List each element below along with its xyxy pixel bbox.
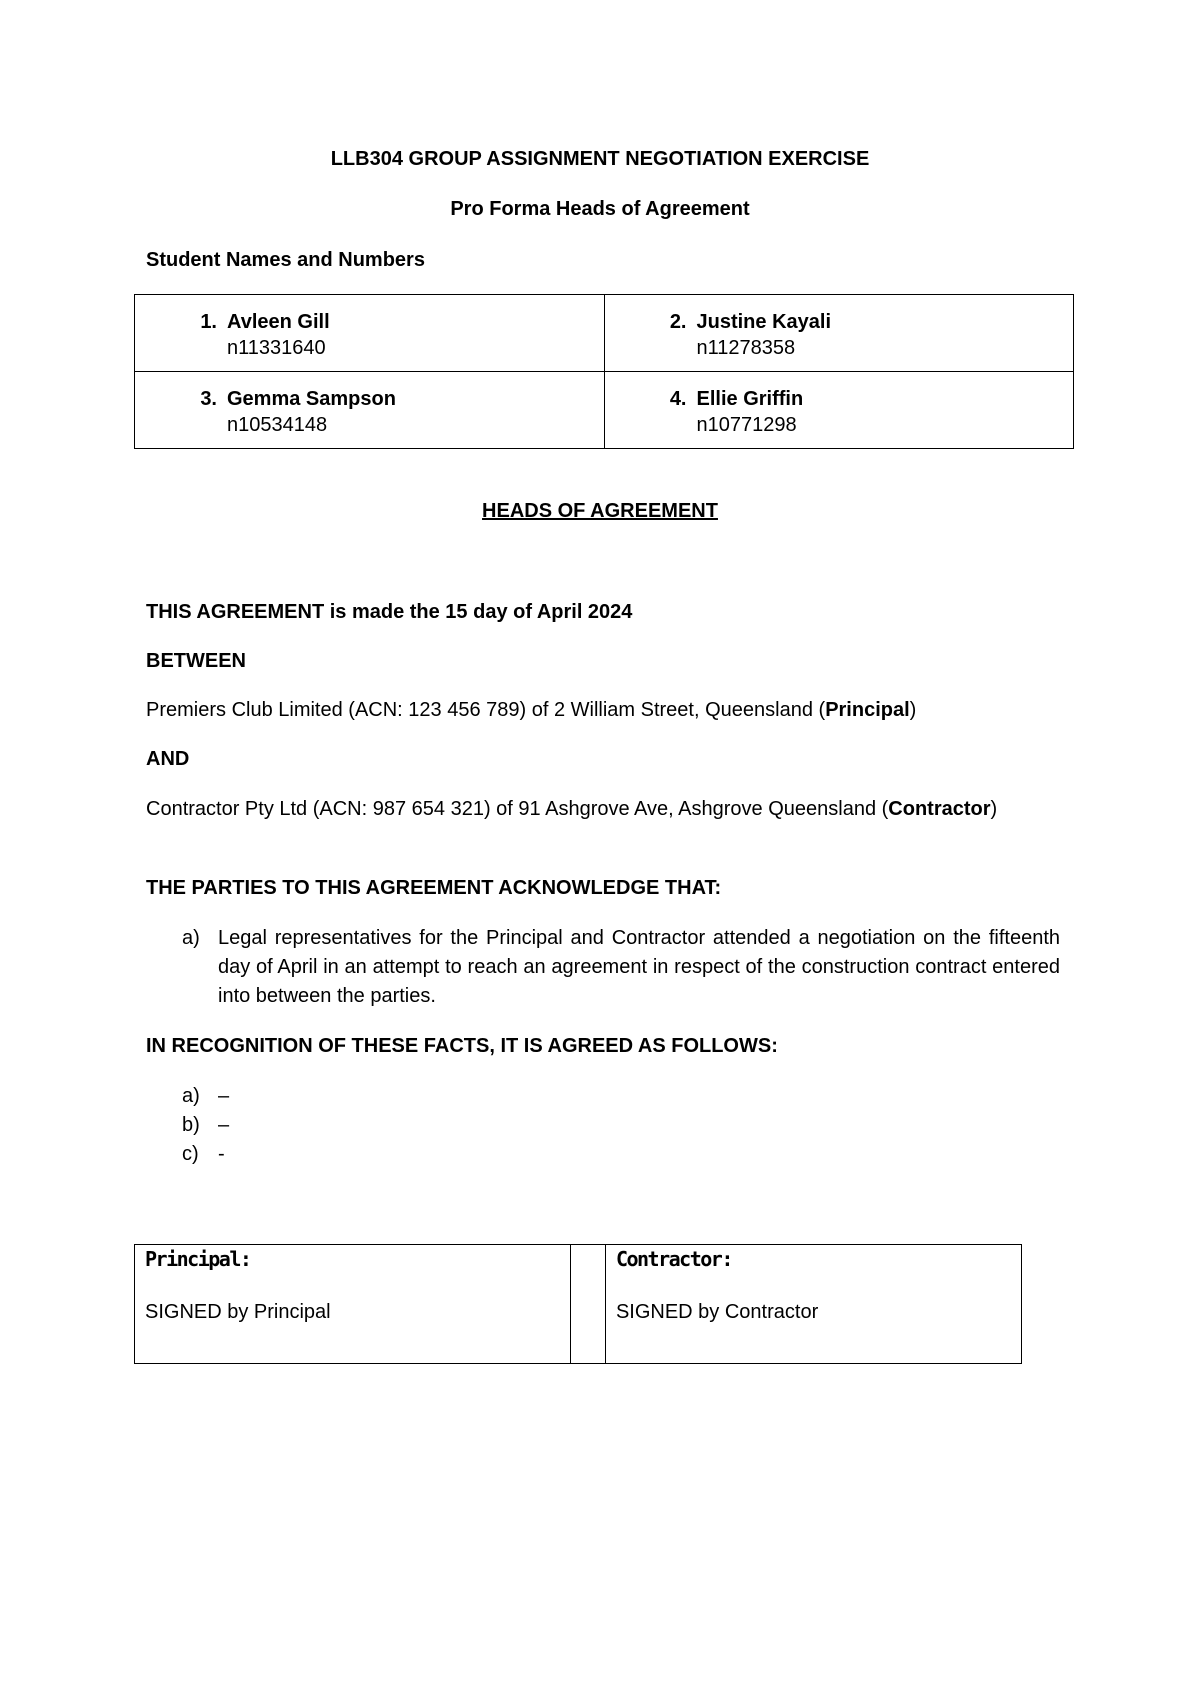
between-label: BETWEEN (146, 650, 246, 672)
and-label: AND (146, 748, 190, 770)
student-id: n11278358 (696, 337, 796, 359)
signature-spacer-cell (571, 1245, 606, 1364)
principal-party-defined-term: Principal (825, 699, 910, 721)
recognition-heading: IN RECOGNITION OF THESE FACTS, IT IS AGREED AS FOLLOWS: (146, 1035, 778, 1057)
student-cell (604, 295, 1074, 372)
contractor-signed-text: SIGNED by Contractor (615, 1301, 819, 1323)
student-cell (135, 372, 605, 449)
list-item-text: – (218, 1114, 230, 1136)
principal-party (146, 696, 1060, 725)
student-name: Avleen Gill (227, 311, 330, 333)
student-cell (135, 295, 605, 372)
principal-party-close: ) (909, 699, 917, 721)
students-table (134, 294, 1074, 449)
student-name: Justine Kayali (696, 311, 832, 333)
student-number: 1. (200, 311, 217, 333)
agreement-heading: HEADS OF AGREEMENT (482, 500, 718, 522)
list-marker: c) (182, 1143, 199, 1165)
student-cell (604, 372, 1074, 449)
signature-table (134, 1244, 1022, 1364)
contractor-party-close: ) (990, 798, 998, 820)
student-name: Gemma Sampson (227, 388, 396, 410)
contractor-party-defined-term: Contractor (888, 798, 991, 820)
agreement-date-line: THIS AGREEMENT is made the 15 day of April 2024 (146, 601, 633, 623)
list-item-text: Legal representatives for the Principal and Contractor attended a negotiation on the fifteenth day of April in an attempt to reach an agreement in respect of the construction contract entered into between the parties. (218, 927, 1060, 1007)
principal-signed-text: SIGNED by Principal (145, 1301, 331, 1323)
list-marker: a) (182, 927, 200, 949)
contractor-party-text: Contractor Pty Ltd (ACN: 987 654 321) of 91 Ashgrove Ave, Ashgrove Queensland ( (146, 798, 889, 820)
student-id: n11331640 (227, 337, 326, 359)
student-id: n10771298 (696, 414, 797, 436)
acknowledge-heading: THE PARTIES TO THIS AGREEMENT ACKNOWLEDGE THAT: (146, 877, 722, 899)
document-title: LLB304 GROUP ASSIGNMENT NEGOTIATION EXERCISE (330, 148, 870, 170)
document-subtitle: Pro Forma Heads of Agreement (450, 198, 750, 220)
contractor-party (146, 795, 1060, 824)
student-number: 2. (669, 311, 687, 333)
student-number: 4. (669, 388, 687, 410)
list-item-text: – (218, 1085, 230, 1107)
student-name: Ellie Griffin (696, 388, 804, 410)
students-label: Student Names and Numbers (146, 249, 425, 271)
student-number: 3. (200, 388, 217, 410)
contractor-signature-heading: Contractor: (615, 1247, 732, 1271)
principal-party-text: Premiers Club Limited (ACN: 123 456 789) of 2 William Street, Queensland ( (146, 699, 826, 721)
principal-signature-cell (135, 1245, 571, 1364)
list-marker: b) (182, 1114, 200, 1136)
list-item-text: - (218, 1143, 225, 1165)
principal-signature-heading: Principal: (145, 1247, 251, 1271)
contractor-signature-cell (605, 1245, 1021, 1364)
list-marker: a) (182, 1085, 200, 1107)
student-id: n10534148 (227, 414, 328, 436)
